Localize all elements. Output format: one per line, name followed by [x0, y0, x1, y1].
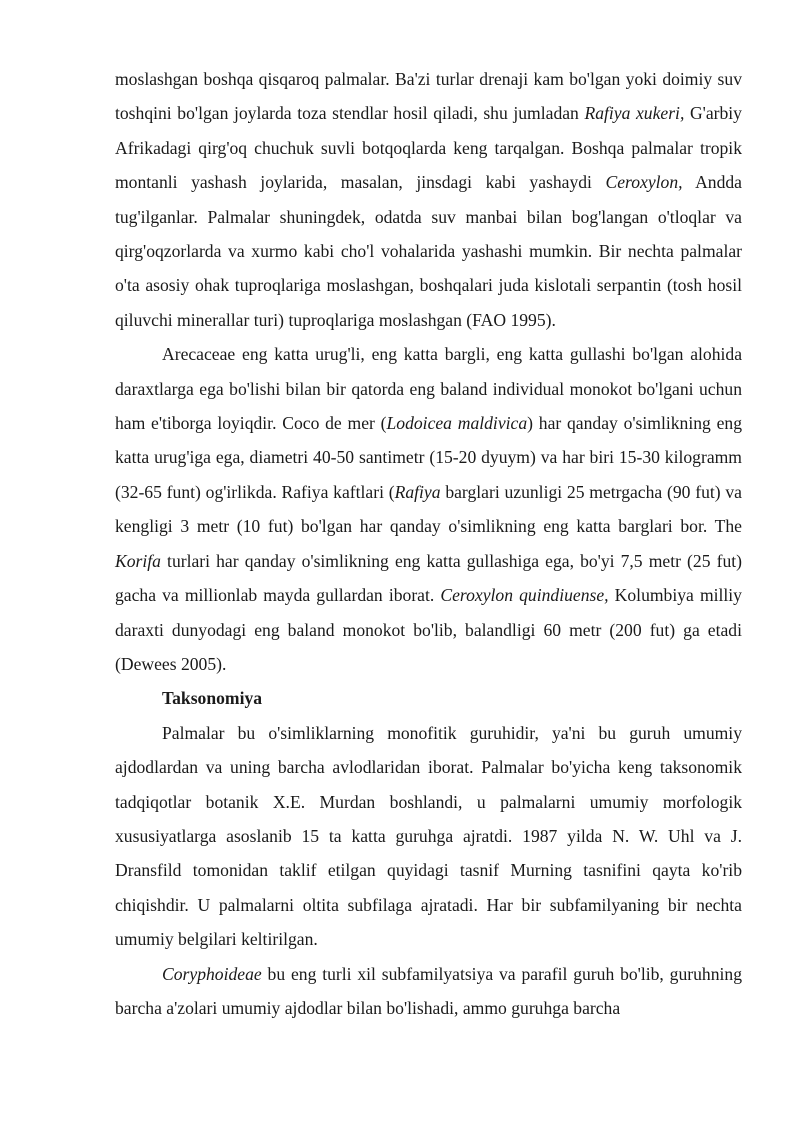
- document-page: [115, 62, 742, 1025]
- text-run: Palmalar bu o'simliklarning monofitik guruhidir, ya'ni bu guruh umumiy ajdodlardan va uning barcha avlodlaridan iborat. Palmalar bo'yicha keng taksonomik tadqiqotlar botanik X.E. Murdan boshlandi, u palmalarni umumiy morfologik xususiyatlarga asoslanib 15 ta katta guruhga ajratdi. 1987 yilda N. W. Uhl va J. Dransfild tomonidan taklif etilgan quyidagi tasnif Murning tasnifini qayta ko'rib chiqishdir. U palmalarni oltita subfilaga ajratadi. Har bir subfamilyaning bir nechta umumiy belgilari keltirilgan.: [115, 722, 742, 950]
- paragraph-habitat: [115, 62, 742, 337]
- text-run: moslashgan boshqa qisqaroq palmalar. Ba'zi turlar drenaji kam bo'lgan yoki doimiy suv toshqini bo'lgan joylarda toza stendlar hosil qiladi, shu jumladan: [115, 69, 742, 124]
- species-name: Lodoicea maldivica: [386, 413, 528, 434]
- paragraph-coryphoideae: [115, 957, 742, 1026]
- text-run: turlari har qanday o'simlikning eng katta gullashiga ega, bo'yi 7,5 metr (25 fut) gacha va millionlab mayda gullardan iborat.: [115, 550, 742, 606]
- genus-name: Rafiya: [394, 481, 441, 502]
- subfamily-name: Coryphoideae: [162, 963, 262, 984]
- text-run: bu eng turli xil subfamilyatsiya va parafil guruh bo'lib, guruhning barcha a'zolari umumiy ajdodlar bilan bo'lishadi, ammo guruhga barcha: [115, 963, 742, 1018]
- paragraph-records: [115, 337, 742, 681]
- text-run: ) har qanday o'simlikning eng katta urug'iga ega, diametri 40-50 santimetr (15-20 dyuym) va har biri 15-30 kilogramm (32-65 funt) og'irlikda. Rafiya kaftlari (: [115, 413, 742, 502]
- text-run: barglari uzunligi 25 metrgacha (90 fut) va kengligi 3 metr (10 fut) bo'lgan har qanday o'simlikning eng katta barglari bor. The: [115, 481, 742, 537]
- text-run: Arecaceae eng katta urug'li, eng katta bargli, eng katta gullashi bo'lgan alohida daraxtlarga ega bo'lishi bilan bir qatorda eng baland individual monokot bo'lgani uchun ham e'tiborga loyiqdir. Coco de mer (: [115, 344, 742, 434]
- paragraph-taxonomy: [115, 716, 742, 957]
- genus-name: Korifa: [115, 550, 161, 571]
- text-run: G'arbiy Afrikadagi qirg'oq chuchuk suvli botqoqlarda keng tarqalgan. Boshqa palmalar tropik montanli yashash joylarida, masalan, jinsdagi kabi yashaydi: [115, 103, 742, 193]
- text-run: Andda tug'ilganlar. Palmalar shuningdek, odatda suv manbai bilan bog'langan o'tloqlar va qirg'oqzorlarda va xurmo kabi cho'l vohalarida yashashi mumkin. Bir nechta palmalar o'ta asosiy ohak tuproqlariga moslashgan, boshqalari juda kislotali serpantin (tosh hosil qiluvchi minerallar turi) tuproqlariga moslashgan (FAO 1995).: [115, 172, 742, 330]
- species-name: Ceroxylon quindiuense,: [440, 585, 609, 606]
- species-name: Rafiya xukeri,: [584, 103, 685, 124]
- section-heading: Taksonomiya: [162, 688, 263, 709]
- genus-name: Ceroxylon,: [605, 172, 683, 193]
- text-run: Kolumbiya milliy daraxti dunyodagi eng baland monokot bo'lib, balandligi 60 metr (200 fut) ga etadi (Dewees 2005).: [115, 585, 742, 674]
